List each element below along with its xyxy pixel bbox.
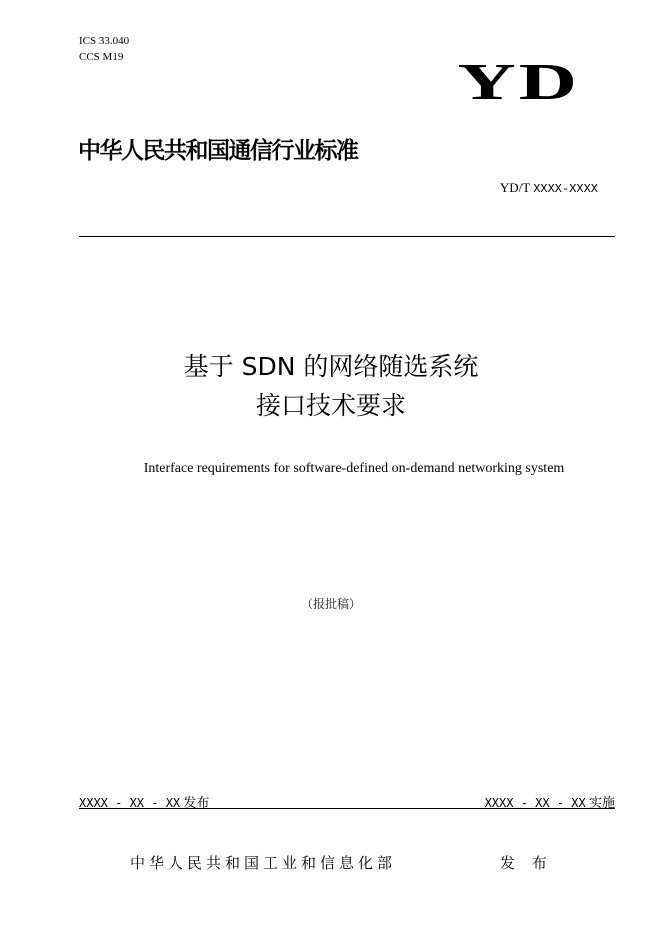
document-title-line1: 基于 SDN 的网络随选系统	[183, 352, 479, 381]
classification-codes	[79, 33, 129, 65]
publish-word: 发 布	[500, 854, 553, 872]
standard-number-value: XXXX-XXXX	[533, 182, 598, 196]
issue-date: XXXX - XX - XX	[79, 796, 181, 810]
draft-status: （报批稿）	[300, 597, 361, 611]
yd-logo: YD	[457, 54, 580, 111]
standard-category: 中华人民共和国通信行业标准	[78, 138, 358, 164]
implement-date: XXXX - XX - XX	[484, 796, 586, 810]
standard-number-prefix: YD/T	[499, 180, 534, 195]
document-title-line2: 接口技术要求	[255, 391, 406, 420]
header-divider	[79, 236, 615, 237]
implement-label: 实施	[588, 796, 615, 811]
footer-divider	[79, 808, 615, 809]
ccs-code: CCS M19	[79, 51, 124, 63]
ics-code: ICS 33.040	[79, 35, 130, 47]
document-title-english: Interface requirements for software-defined on-demand networking system	[143, 461, 565, 476]
standard-number	[500, 180, 598, 196]
issue-label: 发布	[183, 796, 210, 811]
publisher-name: 中华人民共和国工业和信息化部	[130, 854, 397, 872]
